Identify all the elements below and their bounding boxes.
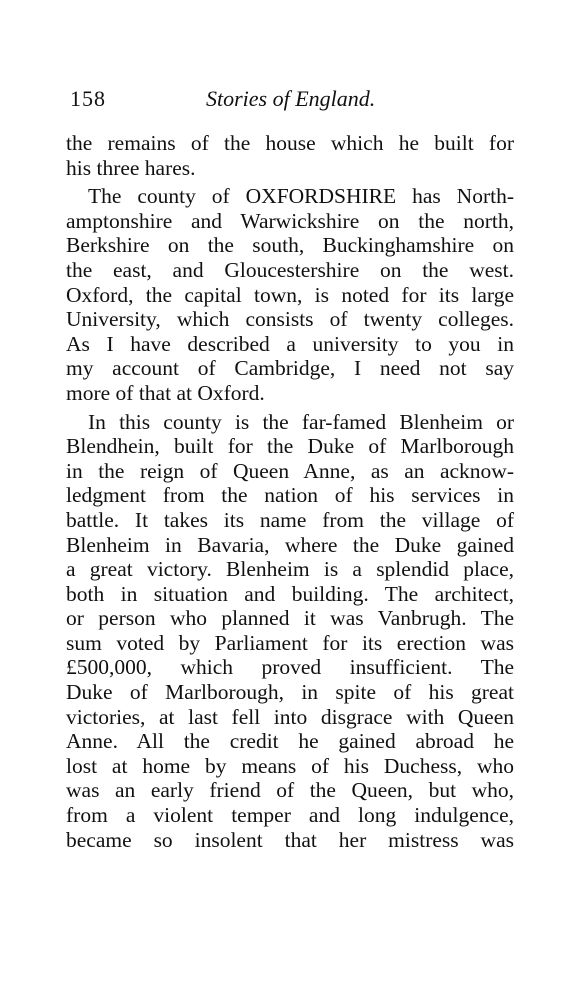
text-line: more of that at Oxford. (66, 380, 265, 405)
text-line: both in situation and building. The architect, (66, 581, 514, 606)
text-line: the east, and Gloucestershire on the west. (66, 257, 514, 282)
text-line: Anne. All the credit he gained abroad he (66, 729, 514, 754)
text-line: from a violent temper and long indulgence, (66, 803, 514, 828)
paragraph (66, 131, 514, 180)
text-line: £500,000, which proved insufficient. The (66, 655, 514, 680)
text-line: Berkshire on the south, Buckinghamshire on (66, 233, 514, 258)
text-line: lost at home by means of his Duchess, who (66, 753, 514, 778)
text-line: ledgment from the nation of his services in (66, 483, 514, 508)
text-line: a great victory. Blenheim is a splendid place, (66, 557, 514, 582)
text-line: Oxford, the capital town, is noted for its large (66, 282, 514, 307)
text-line: or person who planned it was Vanbrugh. The (66, 606, 514, 631)
page-header (70, 84, 516, 114)
text-line: Blendhein, built for the Duke of Marlborough (66, 434, 514, 459)
text-line: became so insolent that her mistress was (66, 827, 514, 852)
text-line: Blenheim in Bavaria, where the Duke gained (66, 532, 514, 557)
text-line: sum voted by Parliament for its erection was (66, 630, 514, 655)
text-line: The county of OXFORDSHIRE has North- (88, 184, 514, 209)
text-line: his three hares. (66, 155, 196, 180)
text-line: victories, at last fell into disgrace with Queen (66, 704, 514, 729)
text-line: University, which consists of twenty colleges. (66, 307, 514, 332)
paragraph (66, 184, 514, 405)
text-line: in the reign of Queen Anne, as an acknow- (66, 458, 514, 483)
text-line: As I have described a university to you in (66, 331, 514, 356)
text-line: my account of Cambridge, I need not say (66, 356, 514, 381)
text-line: amptonshire and Warwickshire on the north, (66, 208, 514, 233)
text-line: was an early friend of the Queen, but who, (66, 778, 514, 803)
text-line: Duke of Marlborough, in spite of his great (66, 680, 514, 705)
text-line: the remains of the house which he built for (66, 131, 514, 155)
text-line: In this county is the far-famed Blenheim or (88, 409, 514, 434)
running-title: Stories of England. (206, 86, 376, 111)
page-number: 158 (70, 86, 106, 111)
text-line: battle. It takes its name from the village of (66, 507, 514, 532)
paragraph (66, 410, 514, 853)
body-text (66, 131, 514, 852)
